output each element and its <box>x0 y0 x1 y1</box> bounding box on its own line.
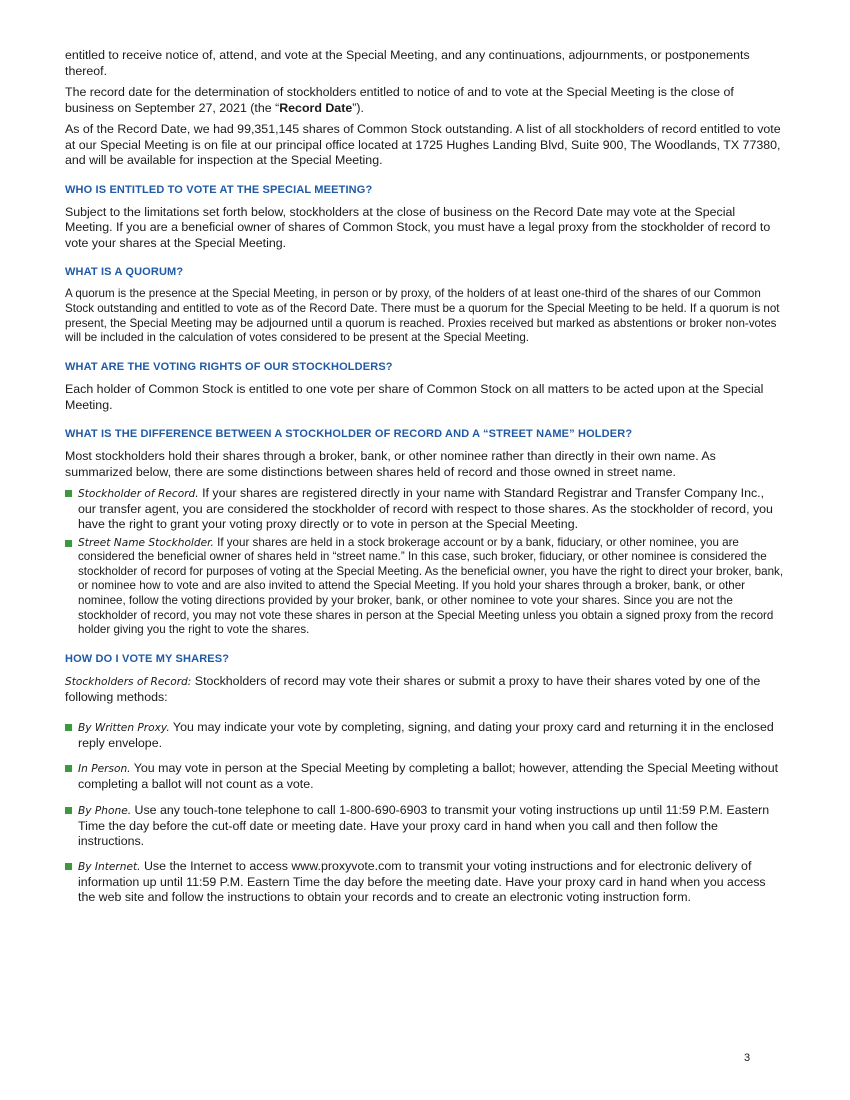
list-item <box>65 859 785 904</box>
page-number: 3 <box>744 1052 751 1064</box>
heading-record-vs-street: WHAT IS THE DIFFERENCE BETWEEN A STOCKHOLDER OF RECORD AND A “STREET NAME” HOLDER? <box>65 428 633 441</box>
record-date-paragraph <box>65 85 785 116</box>
voting-rights-paragraph: Each holder of Common Stock is entitled to one vote per share of Common Stock on all matters to be acted upon at the Special Meeting. <box>65 382 764 412</box>
heading-who-entitled: WHO IS ENTITLED TO VOTE AT THE SPECIAL MEETING? <box>65 183 373 196</box>
list-item-text: You may vote in person at the Special Meeting by completing a ballot; however, attending the Special Meeting without completing a ballot will not count as a vote. <box>78 761 779 792</box>
holder-type-list <box>65 486 785 638</box>
square-bullet-icon <box>65 490 72 497</box>
square-bullet-icon <box>65 540 72 547</box>
heading-how-to-vote: HOW DO I VOTE MY SHARES? <box>65 652 230 665</box>
list-item-label: Street Name Stockholder. <box>78 536 214 549</box>
heading-voting-rights: WHAT ARE THE VOTING RIGHTS OF OUR STOCKHOLDERS? <box>65 361 393 374</box>
list-item <box>65 761 785 792</box>
list-item <box>65 803 785 848</box>
square-bullet-icon <box>65 863 72 870</box>
list-item <box>65 720 785 751</box>
document-page <box>65 48 785 916</box>
who-entitled-paragraph: Subject to the limitations set forth below, stockholders at the close of business on the Record Date may vote at the Special Meeting. If you are a beneficial owner of shares of Common Stock, you must have a legal proxy from the stockholder of record to vote your shares at the Special Meeting. <box>65 204 771 250</box>
intro-paragraph-1: entitled to receive notice of, attend, and vote at the Special Meeting, and any continuations, adjournments, or postponements thereof. <box>65 48 750 78</box>
list-item-label: Stockholder of Record. <box>78 488 199 501</box>
how-to-vote-intro-label: Stockholders of Record: <box>65 675 192 688</box>
list-item-label: By Phone. <box>78 804 132 817</box>
list-item-label: By Written Proxy. <box>78 721 170 734</box>
list-item-text: If your shares are registered directly in your name with Standard Registrar and Transfer Company Inc., our transfer agent, you are considered the stockholder of record with respect to those shares. As the stockholder of record, you have the right to grant your voting proxy directly or to vote in person at the Special Meeting. <box>78 486 773 531</box>
record-date-text-pre: The record date for the determination of stockholders entitled to notice of and to vote at the Special Meeting is the close of business on September 27, 2021 (the “ <box>65 85 734 115</box>
list-item-label: In Person. <box>78 763 131 776</box>
record-date-term: Record Date <box>279 100 353 115</box>
record-date-text-post: ”). <box>352 100 364 115</box>
voting-methods-list <box>65 720 785 905</box>
list-item-text: You may indicate your vote by completing, signing, and dating your proxy card and returning it in the enclosed reply envelope. <box>78 719 774 750</box>
quorum-paragraph: A quorum is the presence at the Special Meeting, in person or by proxy, of the holders of at least one-third of the shares of our Common Stock outstanding and entitled to vote as of the Record Date. There must be a quorum for the Special Meeting to be held. If a quorum is not present, the Special Meeting may be adjourned until a quorum is reached. Proxies received but marked as abstentions or broker non-votes will be included in the calculation of votes considered to be present at the Special Meeting. <box>65 287 780 345</box>
shares-outstanding-paragraph: As of the Record Date, we had 99,351,145 shares of Common Stock outstanding. A list of all stockholders of record entitled to vote at our Special Meeting is on file at our principal office located at 1725 Hughes Landing Blvd, Suite 900, The Woodlands, TX 77380, and will be available for inspection at the Special Meeting. <box>65 122 781 167</box>
how-to-vote-intro-text: Stockholders of record may vote their shares or submit a proxy to have their shares voted by one of the following methods: <box>65 673 761 705</box>
list-item <box>65 486 785 531</box>
list-item-text: Use the Internet to access www.proxyvote.com to transmit your voting instructions and for electronic delivery of information up until 11:59 P.M. Eastern Time the day before the meeting date. Have your proxy card in hand when you access the web site and follow the instructions to obtain your records and to create an electronic voting instruction form. <box>78 859 766 904</box>
heading-quorum: WHAT IS A QUORUM? <box>65 266 184 278</box>
square-bullet-icon <box>65 807 72 814</box>
square-bullet-icon <box>65 724 72 731</box>
record-vs-street-paragraph: Most stockholders hold their shares through a broker, bank, or other nominee rather than directly in their own name. As summarized below, there are some distinctions between shares held of record and those owned in street name. <box>65 449 716 479</box>
how-to-vote-intro <box>65 674 785 706</box>
list-item-text: If your shares are held in a stock brokerage account or by a bank, fiduciary, or other nominee, you are considered the beneficial owner of shares held in “street name.” In this case, such broker, fiduciary, or other nominee is considered the stockholder of record for purposes of voting at the Special Meeting. As the beneficial owner, you have the right to direct your broker, bank, or nominee how to vote and are also invited to attend the Special Meeting. If you hold your shares through a broker, bank, or other nominee, follow the voting directions provided by your broker, bank, or other nominee to vote your shares. Since you are not the stockholder of record, you may not vote these shares in person at the Special Meeting unless you obtain a signed proxy from the record holder giving you the right to vote the shares. <box>78 535 784 637</box>
list-item <box>65 536 785 638</box>
square-bullet-icon <box>65 765 72 772</box>
list-item-text: Use any touch-tone telephone to call 1-800-690-6903 to transmit your voting instructions up until 11:59 P.M. Eastern Time the day before the cut-off date or meeting date. Have your proxy card in hand when you call and then follow the instructions. <box>78 802 770 848</box>
list-item-label: By Internet. <box>78 861 141 874</box>
